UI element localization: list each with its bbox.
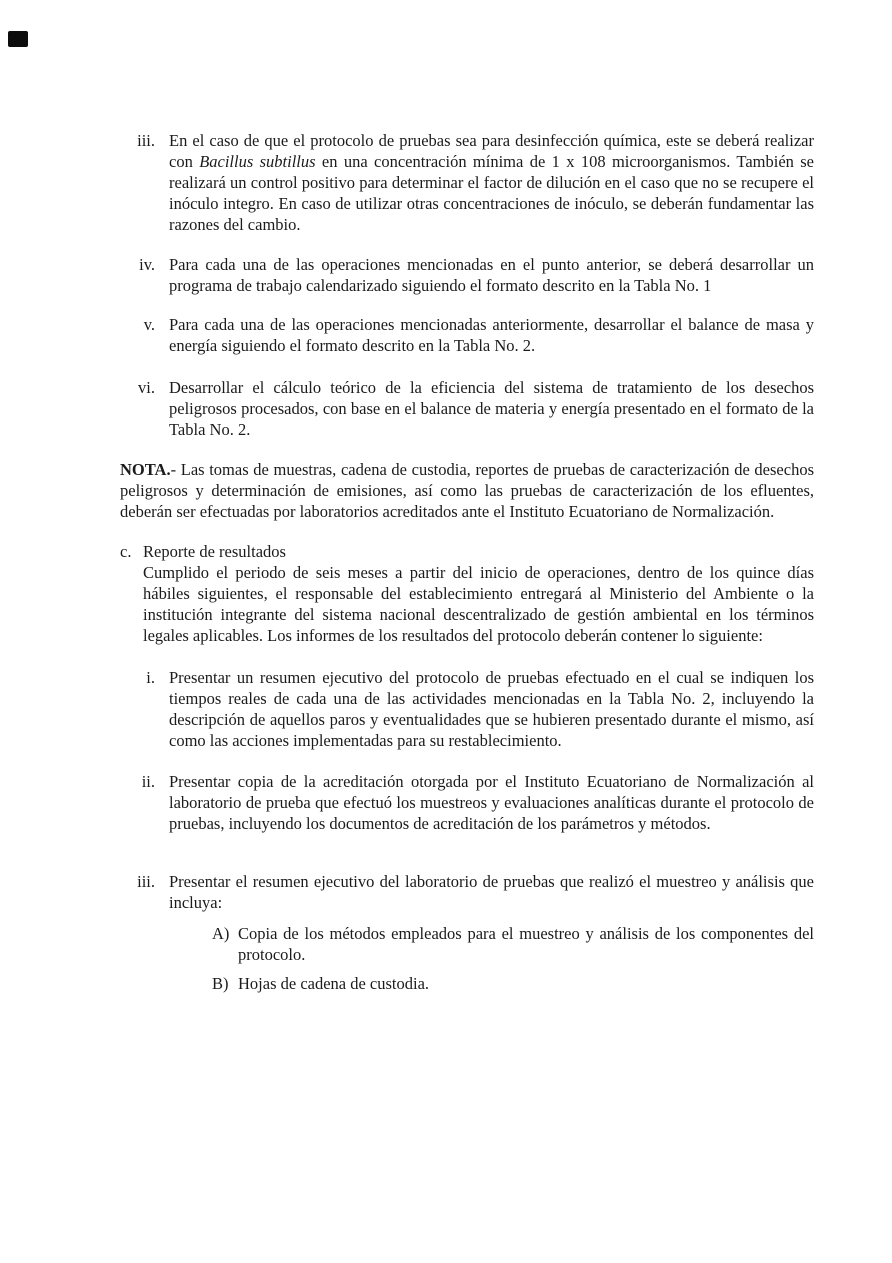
list-marker: A) (212, 924, 230, 943)
list-marker: vi. (138, 378, 155, 397)
nota-text: - Las tomas de muestras, cadena de custodia, reportes de pruebas de caracterización de desechos peligrosos y determinación de emisiones, así como las pruebas de caracterización de los efluentes, deberán ser efectuadas por laboratorios acreditados ante el Instituto Ecuatoriano de Normalización. (120, 460, 814, 521)
scan-artifact-mark (8, 31, 28, 47)
list-marker: ii. (141, 772, 155, 791)
nota-label: NOTA. (120, 460, 171, 479)
section-c-marker: c. (120, 542, 132, 561)
list-item-text (169, 130, 814, 235)
list-item-iv (120, 254, 814, 296)
sub-item-a (120, 923, 814, 965)
list-marker: iii. (137, 872, 155, 891)
document-body (120, 130, 814, 994)
sub-item-b (120, 973, 814, 994)
text-segment: En el caso de que el protocolo de pruebas sea para desinfección química, este se deberá realizar con (169, 131, 814, 171)
report-item-i (120, 667, 814, 751)
list-marker: iv. (139, 255, 155, 274)
list-marker: iii. (137, 131, 155, 150)
list-item-text: Presentar el resumen ejecutivo del laboratorio de pruebas que realizó el muestreo y análisis que incluya: (169, 872, 814, 912)
section-c-title: Reporte de resultados (143, 542, 286, 561)
list-item-text: Presentar copia de la acreditación otorgada por el Instituto Ecuatoriano de Normalización al laboratorio de prueba que efectuó los muestreos y evaluaciones analíticas durante el protocolo de pruebas, incluyendo los documentos de acreditación de los parámetros y métodos. (169, 772, 814, 833)
list-item-text: Presentar un resumen ejecutivo del protocolo de pruebas efectuado en el cual se indiquen los tiempos reales de cada una de las actividades mencionadas en la Tabla No. 2, incluyendo la descripción de aquellos paros y eventualidades que se hubieren presentado durante el mismo, así como las acciones implementadas para su restablecimiento. (169, 668, 814, 750)
section-c-content (143, 541, 814, 646)
nota-paragraph (120, 459, 814, 522)
list-item-text: Copia de los métodos empleados para el muestreo y análisis de los componentes del protocolo. (238, 924, 814, 964)
species-name-italic: Bacillus subtillus (199, 152, 316, 171)
list-item-v (120, 314, 814, 356)
list-item-text: Para cada una de las operaciones mencionadas en el punto anterior, se deberá desarrollar un programa de trabajo calendarizado siguiendo el formato descrito en la Tabla No. 1 (169, 255, 814, 295)
list-item-vi (120, 377, 814, 440)
text-segment: en una concentración mínima de 1 x 108 microorganismos. También se realizará un control positivo para determinar el factor de dilución en el caso que no se recupere el inóculo integro. En caso de utilizar otras concentraciones de inóculo, se deberán fundamentar las razones del cambio. (169, 152, 814, 234)
report-item-iii (120, 871, 814, 913)
list-item-text: Para cada una de las operaciones mencionadas anteriormente, desarrollar el balance de masa y energía siguiendo el formato descrito en la Tabla No. 2. (169, 315, 814, 355)
list-item-text: Desarrollar el cálculo teórico de la eficiencia del sistema de tratamiento de los desechos peligrosos procesados, con base en el balance de materia y energía presentado en el formato de la Tabla No. 2. (169, 378, 814, 439)
list-item-iii (120, 130, 814, 235)
list-item-text: Hojas de cadena de custodia. (238, 974, 430, 993)
list-marker: v. (143, 315, 155, 334)
list-marker: i. (146, 668, 155, 687)
list-marker: B) (212, 974, 229, 993)
section-c-body: Cumplido el periodo de seis meses a partir del inicio de operaciones, dentro de los quince días hábiles siguientes, el responsable del establecimiento entregará al Ministerio del Ambiente o la institución integrante del sistema nacional descentralizado de gestión ambiental en los términos legales aplicables. Los informes de los resultados del protocolo deberán contener lo siguiente: (143, 563, 814, 645)
section-c (120, 541, 814, 646)
report-item-ii (120, 771, 814, 834)
